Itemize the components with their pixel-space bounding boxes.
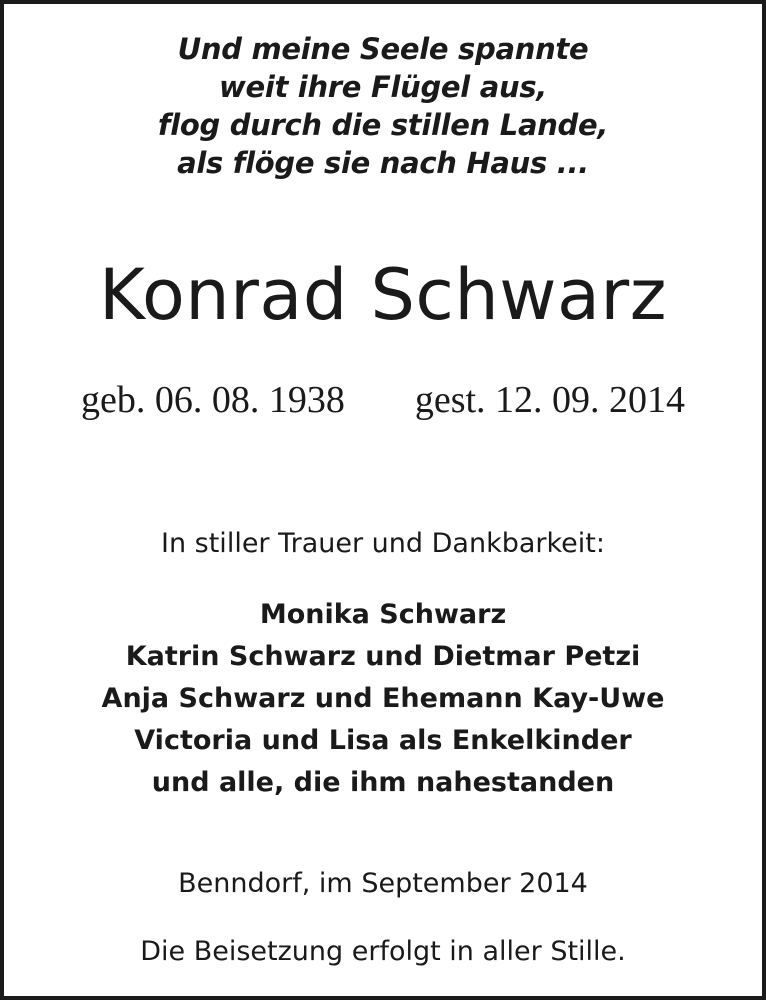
poem-line: weit ihre Flügel aus, xyxy=(218,70,548,104)
mourning-line: In stiller Trauer und Dankbarkeit: xyxy=(161,528,605,559)
poem-line: Und meine Seele spannte xyxy=(177,32,589,66)
birth-date: geb. 06. 08. 1938 xyxy=(80,379,345,421)
mourners-list xyxy=(4,594,762,804)
poem-verse xyxy=(4,30,762,182)
place-date: Benndorf, im September 2014 xyxy=(178,868,588,899)
death-date: gest. 12. 09. 2014 xyxy=(414,379,686,421)
mourner-line: Monika Schwarz xyxy=(259,599,507,630)
mourner-line: und alle, die ihm nahestanden xyxy=(151,767,615,798)
poem-line: als flöge sie nach Haus ... xyxy=(177,146,589,180)
mourner-line: Anja Schwarz und Ehemann Kay-Uwe xyxy=(101,683,665,714)
burial-note: Die Beisetzung erfolgt in aller Stille. xyxy=(140,936,626,967)
mourner-line: Victoria und Lisa als Enkelkinder xyxy=(134,725,632,756)
mourner-line: Katrin Schwarz und Dietmar Petzi xyxy=(125,641,641,672)
life-dates xyxy=(4,376,762,424)
deceased-name: Konrad Schwarz xyxy=(99,254,667,336)
poem-line: flog durch die stillen Lande, xyxy=(157,108,609,142)
